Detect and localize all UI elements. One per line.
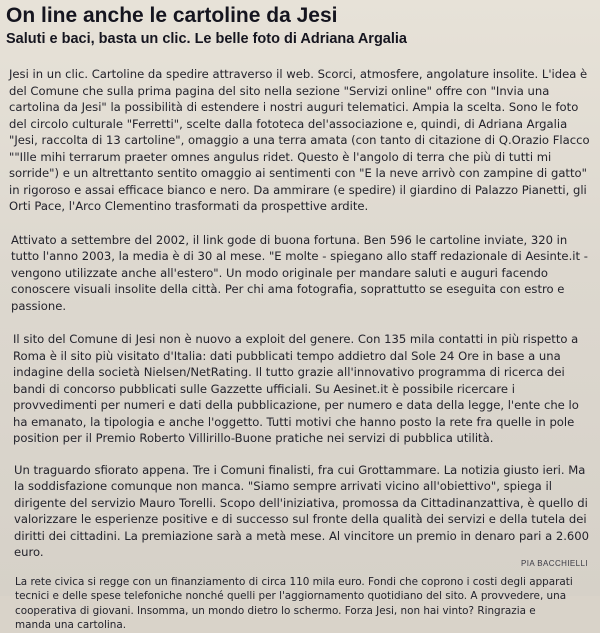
article-paragraph-2: Attivato a settembre del 2002, il link gode di buona fortuna. Ben 596 le cartoline inviate, 320 in tutto l'anno 2003, la media è di 30 al mese. "E molte - spiegano allo staff redazionale di Aesinte.it - vengono utilizzate anche all'estero". Un modo originale per mandare saluti e auguri facendo conoscere visuali insolite della città. Per chi ama fotografia, soprattutto se eseguita con estro e passione.: [11, 232, 588, 313]
article-paragraph-1: Jesi in un clic. Cartoline da spedire attraverso il web. Scorci, atmosfere, angolature insolite. L'idea è del Comune che sulla prima pagina del sito nella sezione "Servizi online" offre con "Invia una cartolina da Jesi" la possibilità di estendere i nostri auguri telematici. Ampia la scelta. Sono le foto del circolo culturale "Ferretti", scelte dalla fototeca del'associazione e, quindi, di Adriana Argalia "Jesi, raccolta di 13 cartoline", omaggio a una terra amata (con tanto di citazione di Q.Orazio Flacco ""Ille mihi terrarum praeter omnes angulus ridet. Questo è l'angolo di terra che più di tutti mi sorride") e un altrettanto sentito omaggio ai sentimenti con "E la neve arrivò con zampine di gatto" in rigoroso e assai efficace bianco e nero. Da ammirare (e spedire) il giardino di Palazzo Pianetti, gli Orti Pace, l'Arco Clementino trasformati da prospettive ardite.: [9, 67, 590, 213]
article-paragraph-5: La rete civica si regge con un finanziamento di circa 110 mila euro. Fondi che coprono i costi degli apparati tecnici e delle spese telefoniche nonché quelli per l'aggiornamento quotidiano del sito. A provvedere, una cooperativa di giovani. Insomma, un mondo dietro lo schermo. Forza Jesi, non hai vinto? Ringrazia e manda una cartolina.: [15, 575, 573, 631]
article-paragraph-4: Un traguardo sfiorato appena. Tre i Comuni finalisti, fra cui Grottammare. La notizia giusto ieri. Ma la soddisfazione comunque non manca. "Siamo sempre arrivati vicino all'obiettivo", spiega il dirigente del servizio Mauro Torelli. Scopo dell'iniziativa, promossa da Cittadinanzattiva, è quello di valorizzare le esperienze positive e di successo sul fronte della qualità dei servizi e della tutela dei diritti dei cittadini. La premiazione sarà a metà mese. Al vincitore un premio in denaro pari a 2.600 euro.: [14, 462, 590, 559]
author-signature: PIA BACCHIELLI: [521, 559, 588, 568]
article-paragraph-3: Il sito del Comune di Jesi non è nuovo a exploit del genere. Con 135 mila contatti in più rispetto a Roma è il sito più visitato d'Italia: dati pubblicati tempo addietro dal Sole 24 Ore in base a una indagine della società Nielsen/NetRating. Il tutto grazie all'innovativo programma di ricerca dei bandi di concorso pubblicati sulle Gazzette ufficiali. Su Aesinet.it è possibile ricercare i provvedimenti per numeri e dati della pubblicazione, per numero e data della legge, l'ente che lo ha emanato, la tipologia e anche l'oggetto. Tutti motivi che hanno posto la rete fra quelle in pole position per il Premio Roberto Villirillo-Buone pratiche nei servizi di pubblica utilità.: [13, 332, 579, 445]
article-subtitle: Saluti e baci, basta un clic. Le belle foto di Adriana Argalia: [6, 31, 407, 47]
article-body: [9, 66, 596, 633]
article-headline: On line anche le cartoline da Jesi: [6, 4, 338, 27]
